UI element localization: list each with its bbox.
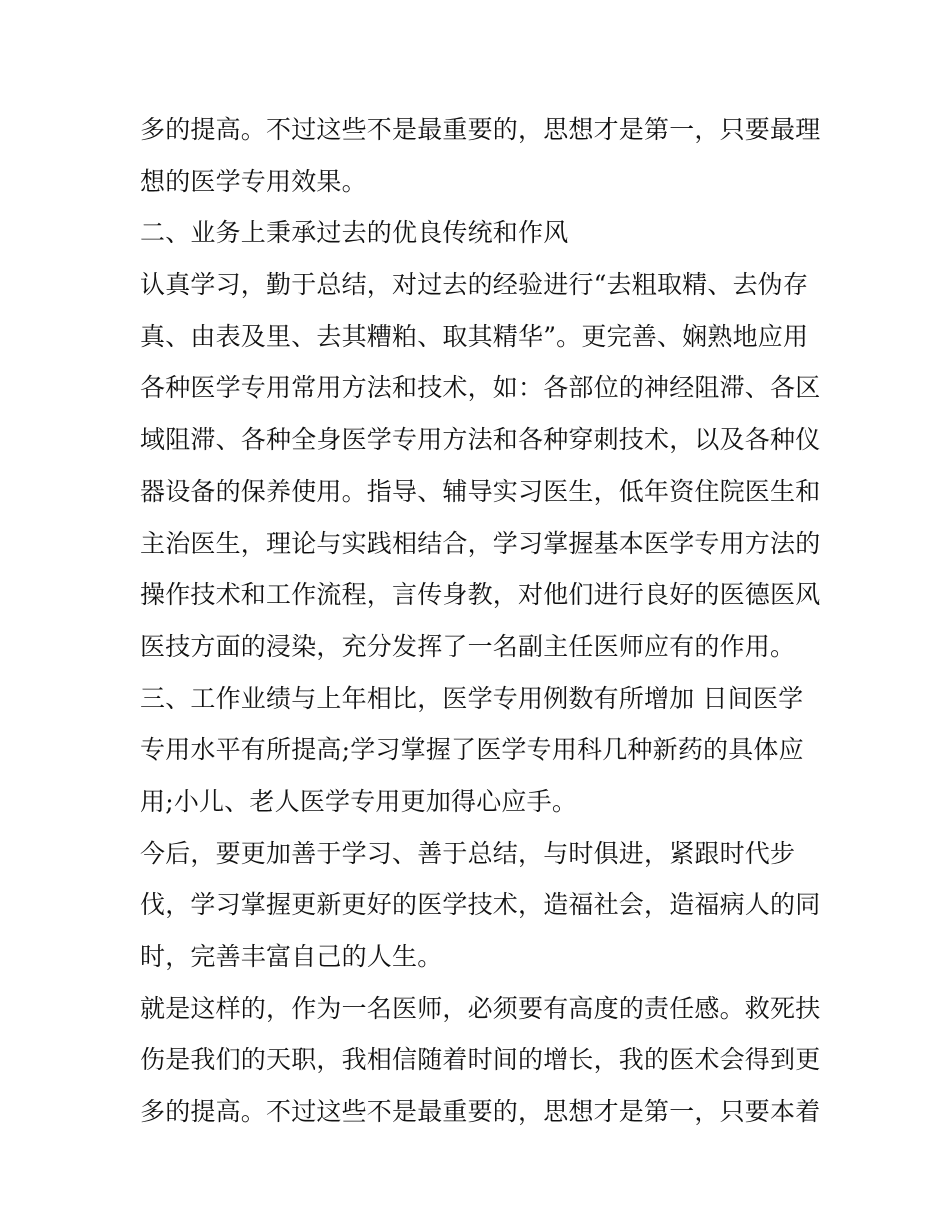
text-line-13: 专用水平有所提高;学习掌握了医学专用科几种新药的具体应: [140, 735, 804, 765]
text-line-9: 主治医生，理论与实践相结合，学习掌握基本医学专用方法的: [140, 528, 821, 558]
section-heading-3: 三、工作业绩与上年相比，医学专用例数有所增加 日间医学: [140, 683, 804, 713]
text-line-15: 今后，要更加善于学习、善于总结，与时俱进，紧跟时代步: [140, 838, 796, 868]
text-line-8: 器设备的保养使用。指导、辅导实习医生，低年资住院医生和: [140, 476, 821, 506]
text-line-19: 伤是我们的天职，我相信随着时间的增长，我的医术会得到更: [140, 1045, 821, 1075]
section-heading-2: 二、业务上秉承过去的优良传统和作风: [140, 218, 569, 248]
text-line-4: 认真学习，勤于总结，对过去的经验进行“去粗取精、去伪存: [140, 270, 809, 300]
text-line-6: 各种医学专用常用方法和技术，如：各部位的神经阻滞、各区: [140, 373, 821, 403]
text-line-18: 就是这样的，作为一名医师，必须要有高度的责任感。救死扶: [140, 993, 821, 1023]
text-line-7: 域阻滞、各种全身医学专用方法和各种穿刺技术，以及各种仪: [140, 425, 821, 455]
text-line-11: 医技方面的浸染，充分发挥了一名副主任医师应有的作用。: [140, 631, 796, 661]
document-body: [140, 104, 840, 1138]
text-line-16: 伐，学习掌握更新更好的医学技术，造福社会，造福病人的同: [140, 890, 821, 920]
text-line-5: 真、由表及里、去其糟粕、取其精华”。更完善、娴熟地应用: [140, 321, 809, 351]
text-line-20: 多的提高。不过这些不是最重要的，思想才是第一，只要本着: [140, 1097, 821, 1127]
text-line-14: 用;小儿、老人医学专用更加得心应手。: [140, 786, 578, 816]
text-line-1: 多的提高。不过这些不是最重要的，思想才是第一，只要最理: [140, 115, 821, 144]
text-line-10: 操作技术和工作流程，言传身教，对他们进行良好的医德医风: [140, 580, 821, 610]
text-line-2: 想的医学专用效果。: [140, 166, 367, 196]
text-line-17: 时，完善丰富自己的人生。: [140, 942, 443, 971]
